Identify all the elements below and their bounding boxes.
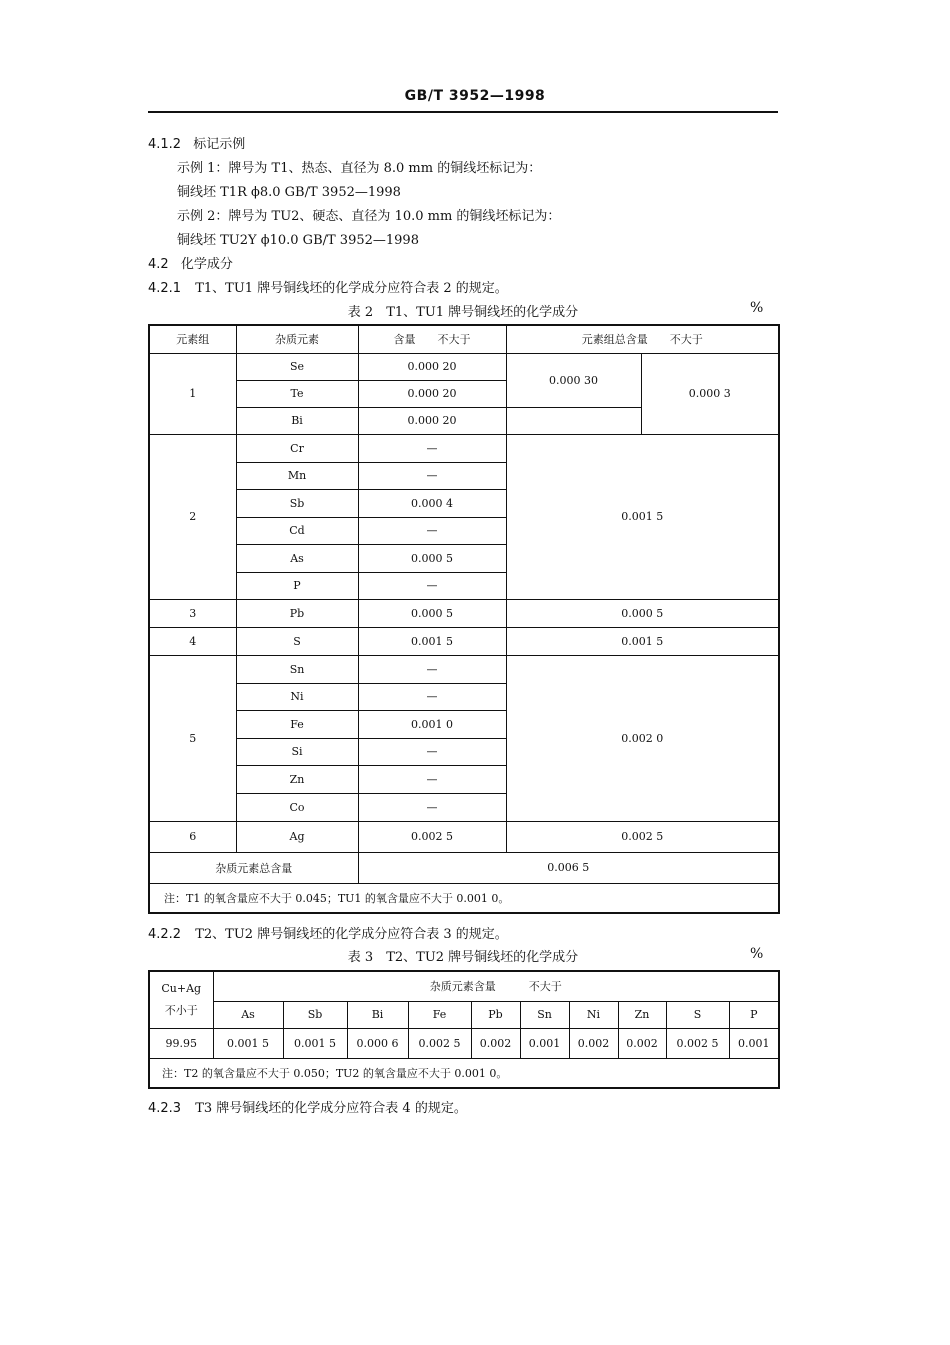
table-row <box>149 1028 779 1058</box>
table-row <box>149 353 779 380</box>
value-cell: 0.002 <box>471 1028 520 1058</box>
element-header: S <box>666 1001 729 1028</box>
example-1-text: 示例 1：牌号为 T1、热态、直径为 8.0 mm 的铜线坯标记为： <box>177 161 542 176</box>
section-number: 4.2.3 <box>148 1101 182 1116</box>
content-cell: 0.000 20 <box>358 353 506 380</box>
element-cell: Te <box>236 380 358 407</box>
section-number: 4.2.2 <box>148 927 182 942</box>
header-rule <box>148 111 778 113</box>
table2-unit: % <box>750 300 764 316</box>
content-cell: 0.000 4 <box>358 489 506 517</box>
header-element: 杂质元素 <box>236 325 358 353</box>
section-text: T2、TU2 牌号铜线坯的化学成分应符合表 3 的规定。 <box>195 927 508 942</box>
value-cell: 0.002 5 <box>666 1028 729 1058</box>
content-cell: — <box>358 517 506 544</box>
content-cell: — <box>358 655 506 683</box>
table2 <box>148 324 780 914</box>
example-1-code: 铜线坯 T1R ϕ8.0 GB/T 3952—1998 <box>177 185 401 200</box>
element-cell: As <box>236 544 358 572</box>
content-cell: 0.000 20 <box>358 407 506 434</box>
content-cell: — <box>358 572 506 599</box>
section-title: 化学成分 <box>180 257 233 272</box>
header-impurity: 杂质元素含量 不大于 <box>213 971 779 1001</box>
element-cell: P <box>236 572 358 599</box>
content-cell: — <box>358 765 506 793</box>
section-4-2-heading <box>148 253 233 272</box>
content-cell: 0.000 5 <box>358 599 506 627</box>
element-cell: Si <box>236 738 358 765</box>
element-header: P <box>729 1001 779 1028</box>
element-cell: Pb <box>236 599 358 627</box>
element-cell: Ni <box>236 683 358 710</box>
table-note-row <box>149 1058 779 1088</box>
empty-cell <box>506 407 641 434</box>
section-text: T1、TU1 牌号铜线坯的化学成分应符合表 2 的规定。 <box>195 281 508 296</box>
table-header-row <box>149 971 779 1001</box>
content-cell: — <box>358 683 506 710</box>
header-cu-ag <box>149 971 213 1028</box>
element-cell: Se <box>236 353 358 380</box>
element-header: Sb <box>283 1001 347 1028</box>
value-cell: 0.002 <box>618 1028 666 1058</box>
value-cell: 0.000 6 <box>347 1028 408 1058</box>
section-4-2-1 <box>148 277 508 296</box>
value-cell: 0.001 5 <box>213 1028 283 1058</box>
table-row <box>149 434 779 462</box>
table3-note: 注：T2 的氧含量应不大于 0.050；TU2 的氧含量应不大于 0.001 0。 <box>149 1058 779 1088</box>
element-header: As <box>213 1001 283 1028</box>
group-id: 4 <box>149 627 236 655</box>
value-cell: 0.002 <box>569 1028 618 1058</box>
content-cell: 0.001 0 <box>358 710 506 738</box>
impurity-total-value: 0.006 5 <box>358 852 779 883</box>
example-2-text: 示例 2：牌号为 TU2、硬态、直径为 10.0 mm 的铜线坯标记为： <box>177 209 561 224</box>
table2-note: 注：T1 的氧含量应不大于 0.045；TU1 的氧含量应不大于 0.001 0。 <box>149 883 779 913</box>
element-header: Sn <box>520 1001 569 1028</box>
header-group-total: 元素组总含量 不大于 <box>506 325 779 353</box>
element-cell: Ag <box>236 821 358 852</box>
content-cell: — <box>358 462 506 489</box>
section-number: 4.2 <box>148 257 169 272</box>
section-4-2-2 <box>148 923 508 942</box>
section-number: 4.1.2 <box>148 137 182 152</box>
group-id: 1 <box>149 353 236 434</box>
content-cell: — <box>358 793 506 821</box>
group-total-cell: 0.000 5 <box>506 599 779 627</box>
content-cell: 0.000 5 <box>358 544 506 572</box>
table-row <box>149 627 779 655</box>
group-total-cell: 0.000 3 <box>641 353 779 434</box>
element-cell: Co <box>236 793 358 821</box>
element-cell: Sb <box>236 489 358 517</box>
table-row <box>149 655 779 683</box>
section-text: T3 牌号铜线坯的化学成分应符合表 4 的规定。 <box>195 1101 467 1116</box>
content-cell: 0.000 20 <box>358 380 506 407</box>
element-cell: Cd <box>236 517 358 544</box>
table-element-header-row <box>149 1001 779 1028</box>
group-total-cell: 0.002 0 <box>506 655 779 821</box>
table3-unit: % <box>750 946 764 962</box>
table-note-row <box>149 883 779 913</box>
table3 <box>148 970 780 1089</box>
table-row <box>149 599 779 627</box>
page-header-title: GB/T 3952—1998 <box>404 88 546 104</box>
content-cell: — <box>358 738 506 765</box>
content-cell: 0.001 5 <box>358 627 506 655</box>
element-header: Bi <box>347 1001 408 1028</box>
group-id: 3 <box>149 599 236 627</box>
value-cell: 0.002 5 <box>408 1028 471 1058</box>
group-total-cell: 0.001 5 <box>506 434 779 599</box>
section-4-1-2-heading <box>148 133 245 152</box>
table-row <box>149 821 779 852</box>
element-header: Fe <box>408 1001 471 1028</box>
element-cell: Bi <box>236 407 358 434</box>
element-cell: Sn <box>236 655 358 683</box>
table2-caption: 表 2 T1、TU1 牌号铜线坯的化学成分 <box>347 305 579 320</box>
example-2-code: 铜线坯 TU2Y ϕ10.0 GB/T 3952—1998 <box>177 233 419 248</box>
section-number: 4.2.1 <box>148 281 182 296</box>
group-id: 5 <box>149 655 236 821</box>
group-total-cell: 0.001 5 <box>506 627 779 655</box>
content-cell: — <box>358 434 506 462</box>
group-id: 2 <box>149 434 236 599</box>
element-cell: Cr <box>236 434 358 462</box>
section-title: 标记示例 <box>193 137 246 152</box>
content-cell: 0.002 5 <box>358 821 506 852</box>
element-cell: S <box>236 627 358 655</box>
value-cell: 0.001 <box>729 1028 779 1058</box>
element-cell: Zn <box>236 765 358 793</box>
header-cu-ag-line2: 不小于 <box>164 1003 198 1017</box>
value-cell: 0.001 <box>520 1028 569 1058</box>
header-group: 元素组 <box>149 325 236 353</box>
subtotal-cell: 0.000 30 <box>506 353 641 407</box>
table-header-row <box>149 325 779 353</box>
value-cell: 0.001 5 <box>283 1028 347 1058</box>
table3-caption: 表 3 T2、TU2 牌号铜线坯的化学成分 <box>347 950 579 965</box>
header-cu-ag-line1: Cu+Ag <box>161 981 202 995</box>
cu-value: 99.95 <box>149 1028 213 1058</box>
element-header: Ni <box>569 1001 618 1028</box>
element-header: Zn <box>618 1001 666 1028</box>
group-id: 6 <box>149 821 236 852</box>
element-cell: Fe <box>236 710 358 738</box>
header-content: 含量 不大于 <box>358 325 506 353</box>
group-total-cell: 0.002 5 <box>506 821 779 852</box>
element-header: Pb <box>471 1001 520 1028</box>
section-4-2-3 <box>148 1097 467 1116</box>
table-total-row <box>149 852 779 883</box>
element-cell: Mn <box>236 462 358 489</box>
impurity-total-label: 杂质元素总含量 <box>149 852 358 883</box>
